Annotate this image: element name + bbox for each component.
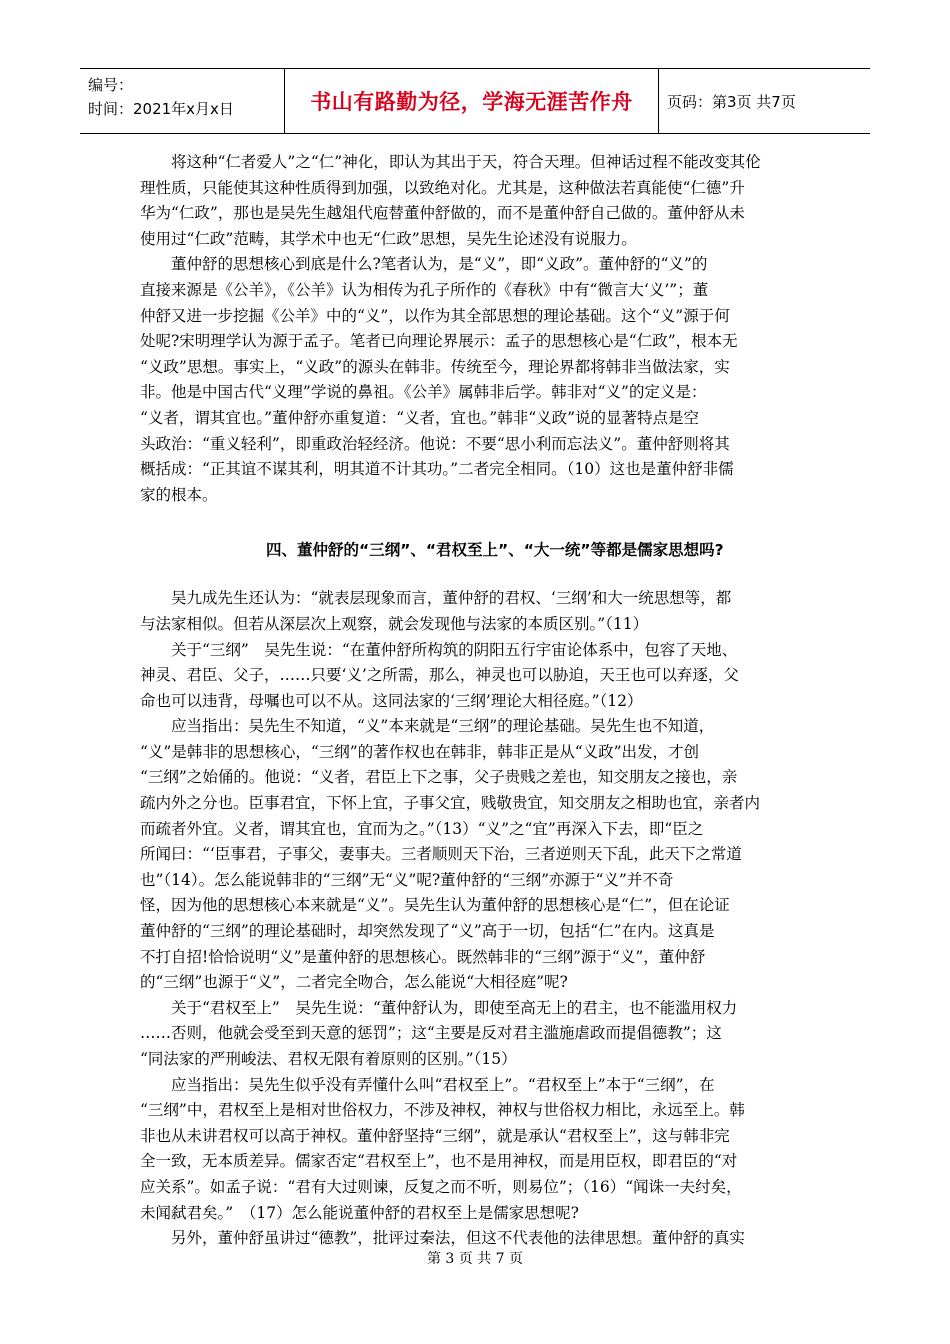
- text-line: 应当指出：吴先生不知道，“义”本来就是“三纲”的理论基础。吴先生也不知道，: [171, 717, 715, 736]
- paragraph-7: [140, 1073, 812, 1227]
- document-number-label: 编号：: [88, 76, 134, 94]
- text-line: “义”是韩非的思想核心，“三纲”的著作权也在韩非，韩非正是从“义政”出发，才创: [140, 742, 700, 761]
- text-line: 神灵、君臣、父子，……只要‘义’之所需，那么，神灵也可以胁迫，天王也可以弃逐，父: [140, 666, 739, 685]
- text-line: 吴九成先生还认为：“就表层现象而言，董仲舒的君权、‘三纲’和大一统思想等，都: [171, 589, 732, 608]
- text-line: “同法家的严刑峻法、君权无限有着原则的区别。”（15）: [140, 1050, 517, 1068]
- document-body: [140, 150, 812, 1252]
- text-line: 应关系”。如孟子说：“君有大过则谏，反复之而不听，则易位”；（16）“闻诛一夫纣矣，: [140, 1177, 742, 1196]
- section-heading: 四、董仲舒的“三纲”、“君权至上”、“大一统”等都是儒家思想吗?: [266, 541, 724, 560]
- text-line: 也”（14）。怎么能说韩非的“三纲”无“义”呢?董仲舒的“三纲”亦源于“义”并不奇: [140, 870, 674, 889]
- text-line: 家的根本。: [140, 485, 218, 504]
- text-line: “义政”思想。事实上，“义政”的源头在韩非。传统至今，理论界都将韩非当做法家，实: [140, 357, 730, 376]
- page-header: [80, 68, 870, 134]
- text-line: 概括成：“正其谊不谋其利，明其道不计其功。”二者完全相同。（10）这也是董仲舒非儒: [140, 460, 734, 479]
- header-meta: [80, 69, 285, 133]
- paragraph-1: [140, 150, 812, 252]
- text-line: 应当指出：吴先生似乎没有弄懂什么叫“君权至上”。“君权至上”本于“三纲”，在: [171, 1075, 715, 1094]
- paragraph-6: [140, 996, 812, 1073]
- text-line: 理性质，只能使其这种性质得到加强，以致绝对化。尤其是，这种做法若真能使“仁德”升: [140, 178, 745, 197]
- text-line: 全一致，无本质差异。儒家否定“君权至上”，也不是用神权，而是用臣权，即君臣的“对: [140, 1152, 738, 1171]
- text-line: 非。他是中国古代“义理”学说的鼻祖。《公羊》属韩非后学。韩非对“义”的定义是：: [140, 383, 707, 402]
- paragraph-2: [140, 252, 812, 508]
- text-line: 关于“三纲” 吴先生说：“在董仲舒所构筑的阴阳五行宇宙论体系中，包容了天地、: [171, 640, 738, 659]
- text-line: “义者，谓其宜也。”董仲舒亦重复道：“义者，宜也。”韩非“义政”说的显著特点是空: [140, 408, 700, 427]
- text-line: 的“三纲”也源于“义”，二者完全吻合，怎么能说“大相径庭”呢?: [140, 973, 568, 992]
- text-line: 处呢?宋明理学认为源于孟子。笔者已向理论界展示：孟子的思想核心是“仁政”，根本无: [140, 332, 738, 351]
- text-line: 所闻曰：“‘臣事君，子事父，妻事夫。三者顺则天下治，三者逆则天下乱，此天下之常道: [140, 845, 742, 864]
- text-line: 董仲舒的“三纲”的理论基础时，却突然发现了“义”高于一切，包括“仁”在内。这真是: [140, 922, 715, 941]
- text-line: 与法家相似。但若从深层次上观察，就会发现他与法家的本质区别。”（11）: [140, 614, 649, 633]
- paragraph-4: [140, 638, 812, 715]
- text-line: 未闻弑君矣。” （17）怎么能说董仲舒的君权至上是儒家思想呢?: [140, 1203, 579, 1222]
- paragraph-5: [140, 714, 812, 996]
- text-line: 命也可以违背，母嘱也可以不从。这同法家的‘三纲’理论大相径庭。”（12）: [140, 691, 643, 710]
- text-line: 而疏者外宜。义者，谓其宜也，宜而为之。”（13）“义”之“宜”再深入下去，即“臣之: [140, 819, 704, 838]
- document-date-label: 时间：2021年x月x日: [88, 100, 234, 118]
- text-line: 将这种“仁者爱人”之“仁”神化，即认为其出于天，符合天理。但神话过程不能改变其伦: [171, 153, 761, 171]
- text-line: 使用过“仁政”范畴，其学术中也无“仁政”思想，吴先生论述没有说服力。: [140, 229, 637, 248]
- text-line: “三纲”之始俑的。他说：“义者，君臣上下之事，父子贵贱之差也，知交朋友之接也，亲: [140, 768, 738, 787]
- text-line: 非也从未讲君权可以高于神权。董仲舒坚持“三纲”，就是承认“君权至上”，这与韩非完: [140, 1126, 730, 1145]
- text-line: 疏内外之分也。臣事君宜，下怀上宜，子事父宜，贱敬贵宜，知交朋友之相助也宜，亲者内: [140, 794, 761, 813]
- page-footer: 第 3 页 共 7 页: [426, 1251, 524, 1267]
- text-line: 不打自招!恰恰说明“义”是董仲舒的思想核心。既然韩非的“三纲”源于“义”，董仲舒: [140, 947, 706, 966]
- text-line: 华为“仁政”，那也是吴先生越俎代庖替董仲舒做的，而不是董仲舒自己做的。董仲舒从未: [140, 204, 745, 223]
- text-line: 直接来源是《公羊》，《公羊》认为相传为孔子所作的《春秋》中有“微言大‘义’”；董: [140, 280, 709, 299]
- text-line: “三纲”中，君权至上是相对世俗权力，不涉及神权，神权与世俗权力相比，永远至上。韩: [140, 1101, 745, 1120]
- text-line: 头政治：“重义轻利”，即重政治轻经济。他说：不要“思小利而忘法义”。董仲舒则将其: [140, 434, 730, 453]
- text-line: 怪，因为他的思想核心本来就是“义”。吴先生认为董仲舒的思想核心是“仁”，但在论证: [140, 896, 730, 915]
- text-line: 董仲舒的思想核心到底是什么?笔者认为，是“义”，即“义政”。董仲舒的“义”的: [171, 255, 708, 274]
- text-line: 关于“君权至上” 吴先生说：“董仲舒认为，即使至高无上的君主，也不能滥用权力: [171, 998, 738, 1017]
- paragraph-3: [140, 586, 812, 637]
- header-motto: 书山有路勤为径，学海无涯苦作舟: [285, 69, 659, 133]
- text-line: 另外，董仲舒虽讲过“德教”，批评过秦法，但这不代表他的法律思想。董仲舒的真实: [171, 1229, 745, 1248]
- header-page-number: 页码：第3页 共7页: [667, 92, 796, 111]
- text-line: 仲舒又进一步挖掘《公羊》中的“义”，以作为其全部思想的理论基础。这个“义”源于何: [140, 306, 730, 325]
- text-line: ……否则，他就会受至到天意的惩罚”；这“主要是反对君主滥施虐政而提倡德教”；这: [140, 1024, 722, 1043]
